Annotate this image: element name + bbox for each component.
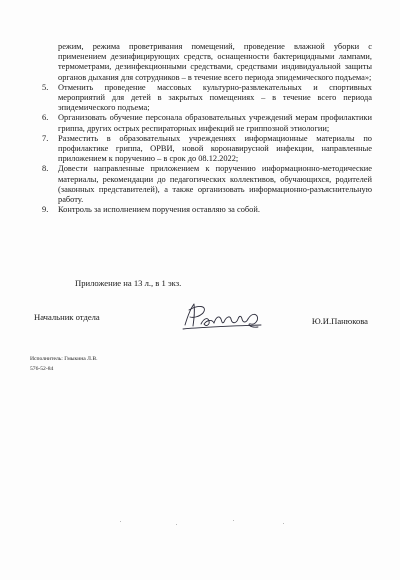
item-text: Довести направленные приложением к поручению информационно-методические материалы, рекомендации до педагогических коллективов, обучающихся, родителей (законных представителей), а также организовать информационно-разъяснительную работу.: [58, 164, 372, 205]
signature-block: [34, 310, 374, 340]
item-text: Отменить проведение массовых культурно-развлекательных и спортивных мероприятий для детей в закрытых помещениях – в течение всего периода эпидемического подъема;: [58, 82, 372, 113]
item-number: 9.: [42, 205, 49, 215]
scan-speck: [233, 520, 234, 521]
attachment-note: Приложение на 13 л., в 1 экз.: [75, 278, 182, 288]
signatory-name: Ю.И.Панюкова: [311, 316, 368, 326]
handwritten-signature: [179, 300, 264, 332]
item-number: 7.: [42, 133, 49, 143]
executor-info: [30, 354, 97, 374]
scan-speck: [283, 523, 284, 524]
list-item-5: [42, 83, 372, 114]
list-item-9: [42, 205, 372, 215]
item-text: Контроль за исполнением поручения оставляю за собой.: [58, 205, 260, 215]
signatory-title: Начальник отдела: [34, 312, 100, 322]
item-text: Разместить в образовательных учреждениях информационные материалы по профилактике гриппа, ОРВИ, новой коронавирусной инфекции, направленные приложением к поручению – в срок до 08.12.2022;: [58, 133, 372, 164]
item-text: Организовать обучение персонала образовательных учреждений мерам профилактики гриппа, других острых респираторных инфекций не гриппозной этиологии;: [58, 113, 372, 133]
list-item-8: [42, 164, 372, 205]
item-number: 8.: [42, 164, 49, 174]
item-number: 6.: [42, 113, 49, 123]
scan-speck: [120, 521, 121, 522]
executor-name: Исполнитель: Гмыкина Л.В.: [30, 356, 98, 362]
executor-phone: 576-52-84: [30, 366, 54, 372]
list-item-6: [42, 113, 372, 133]
item-number: 5.: [42, 82, 49, 92]
document-body: [42, 42, 372, 215]
list-item-7: [42, 134, 372, 165]
continuation-paragraph: режим, режима проветривания помещений, проведение влажной уборки с применением дезинфицирующих средств, оснащенности бактерицидными лампами, термометрами, дезинфекционными средствами, средствами индивидуальной защиты органов дыхания для сотрудников – в течение всего периода эпидемического подъема»;: [58, 42, 372, 82]
scan-speck: [176, 524, 177, 525]
